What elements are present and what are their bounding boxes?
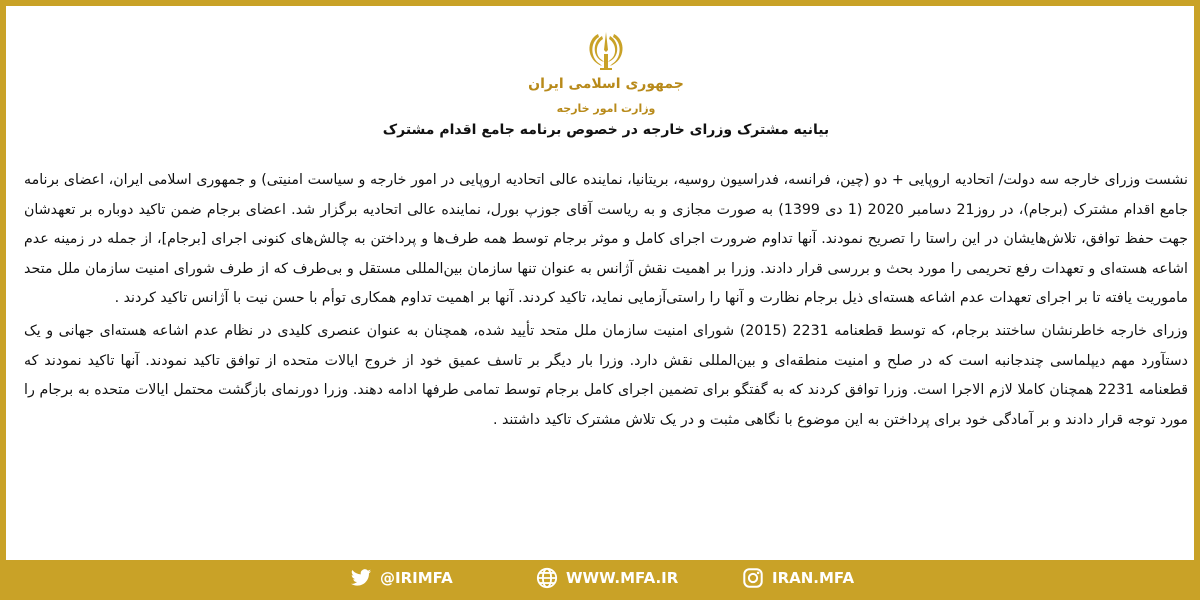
ministry-name: وزارت امور خارجه [556, 102, 656, 115]
twitter-icon [350, 567, 372, 589]
instagram-link[interactable] [742, 567, 854, 589]
instagram-handle: IRAN.MFA [772, 569, 855, 587]
twitter-handle: @IRIMFA [380, 569, 453, 587]
page-title: بیانیه مشترک وزرای خارجه در خصوص برنامه جامع اقدام مشترک [382, 122, 830, 138]
paragraph-1: نشست وزرای خارجه سه دولت/ اتحادیه اروپایی + دو (چین، فرانسه، فدراسیون روسیه، بریتانیا، نماینده عالی اتحادیه اروپایی در امور خارجه و سیاست امنیتی) و جمهوری اسلامی ایران، اعضای برنامه جامع اقدام مشترک (برجام)، در روز21 دسامبر 2020 (1 دی 1399) به صورت مجازی و به ریاست آقای جوزپ بورل، نماینده عالی اتحادیه برگزار شد. اعضای برجام ضمن تاکید دوباره بر تعهدشان جهت حفظ توافق، تلاش‌هایشان در این راستا را تصریح نمودند. آنها تداوم ضرورت اجرای کامل و موثر برجام توسط همه طرف‌ها و پرداختن به چالش‌های کنونی اجرای [برجام]، از جمله در زمینه عدم اشاعه هسته‌ای و تعهدات رفع تحریمی را مورد بحث و بررسی قرار دادند. وزرا بر اهمیت نقش آژانس به عنوان تنها سازمان بین‌المللی مستقل و بی‌طرف که از طرف شورای امنیت سازمان ملل متحد ماموریت یافته تا بر اجرای تعهدات عدم اشاعه هسته‌ای ذیل برجام نظارت و آنها را راستی‌آزمایی نماید، تاکید کردند. آنها بر اهمیت تداوم همکاری توأم با حسن نیت با آژانس تاکید کردند . [24, 172, 1188, 307]
paragraph-2: وزرای خارجه خاطرنشان ساختند برجام، که توسط قطعنامه 2231 (2015) شورای امنیت سازمان ملل متحد تأیید شده، همچنان به عنوان عنصری کلیدی در نظام عدم اشاعه هسته‌ای جهانی و یک دستآورد مهم دیپلماسی چندجانبه است که در صلح و امنیت منطقه‌ای و بین‌المللی نقش دارد. وزرا بار دیگر بر تاسف عمیق خود از خروج ایالات متحده از توافق تاکید نمودند. آنها تاکید نمودند که قطعنامه 2231 همچنان کاملا لازم الاجرا است. وزرا توافق کردند که به گفتگو برای تضمین اجرای کامل برجام توسط تمامی طرفها ادامه دهند. وزرا دورنمای بازگشت محتمل ایالات متحده به برجام را مورد توجه قرار دادند و بر آمادگی خود برای پرداختن به این موضوع با نگاهی مثبت و در یک تلاش مشترک تاکید داشتند . [24, 322, 1188, 428]
footer-bar [6, 560, 1194, 594]
statement-body [24, 166, 1188, 556]
twitter-link[interactable] [350, 567, 453, 589]
iran-emblem-icon [580, 30, 632, 72]
globe-icon [536, 567, 558, 589]
website-url: WWW.MFA.IR [566, 569, 679, 587]
org-name: جمهوری اسلامی ایران [528, 76, 684, 92]
website-link[interactable] [536, 567, 678, 589]
instagram-icon [742, 567, 764, 589]
